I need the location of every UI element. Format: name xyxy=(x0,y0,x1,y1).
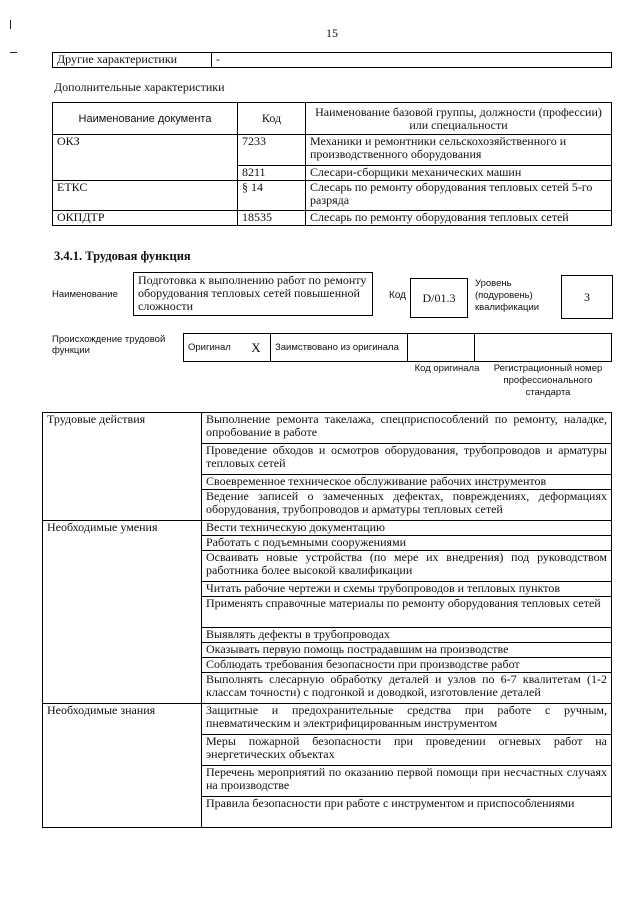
list-item: Выполнять слесарную обработку деталей и узлов по 6-7 квалитетам (1-2 классам точности) с подгонкой и доводкой, изготовление деталей xyxy=(202,673,612,704)
list-item: Вести техническую документацию xyxy=(202,521,612,536)
function-name: Подготовка к выполнению работ по ремонту оборудования тепловых сетей повышенной сложности xyxy=(138,273,367,313)
list-item: Меры пожарной безопасности при проведении огневых работ на энергетических объектах xyxy=(202,735,612,766)
reg-caption: Регистрационный номер профессионального стандарта xyxy=(493,363,603,398)
function-code: D/01.3 xyxy=(422,291,456,305)
other-value: - xyxy=(212,53,612,68)
list-item: Работать с подъемными сооружениями xyxy=(202,536,612,551)
main-table xyxy=(42,412,612,828)
name-label: Наименование xyxy=(52,289,118,300)
original-label: Оригинал xyxy=(184,334,243,362)
additional-table xyxy=(52,102,612,226)
scan-mark xyxy=(10,20,11,29)
other-label: Другие характеристики xyxy=(53,53,212,68)
original-code-cell xyxy=(408,334,475,362)
row-code: 7233 xyxy=(238,135,306,166)
row-name: Слесари-сборщики механических машин xyxy=(306,166,612,181)
other-characteristics-table xyxy=(52,52,612,68)
additional-title: Дополнительные характеристики xyxy=(54,80,225,94)
row-doc: ОКЗ xyxy=(53,135,238,181)
level-box xyxy=(561,275,613,319)
origin-table xyxy=(183,333,612,362)
original-mark: X xyxy=(242,334,271,362)
header-code: Код xyxy=(238,103,306,135)
level-value: 3 xyxy=(584,290,590,304)
function-code-box xyxy=(410,278,468,318)
level-label: Уровень (подуровень) квалификации xyxy=(475,278,540,313)
row-code: 8211 xyxy=(238,166,306,181)
list-item: Выполнение ремонта такелажа, спецприспособлений по ремонту, наладке, опробование в работе xyxy=(202,413,612,444)
scan-mark xyxy=(10,52,17,53)
function-heading: 3.4.1. Трудовая функция xyxy=(54,249,191,263)
section-label: Необходимые знания xyxy=(43,704,202,828)
row-doc: ЕТКС xyxy=(53,181,238,211)
table-row xyxy=(53,181,612,211)
list-item: Ведение записей о замеченных дефектах, повреждениях, деформациях оборудования, трубопроводов и арматуры тепловых сетей xyxy=(202,490,612,521)
row-code: 18535 xyxy=(238,211,306,226)
section-label: Трудовые действия xyxy=(43,413,202,521)
row-code: § 14 xyxy=(238,181,306,211)
row-name: Механики и ремонтники сельскохозяйственного и производственного оборудования xyxy=(306,135,612,166)
list-item: Оказывать первую помощь пострадавшим на производстве xyxy=(202,643,612,658)
section-label: Необходимые умения xyxy=(43,521,202,704)
list-item: Своевременное техническое обслуживание рабочих инструментов xyxy=(202,475,612,490)
header-doc: Наименование документа xyxy=(53,103,238,135)
table-row xyxy=(53,211,612,226)
reg-number-cell xyxy=(475,334,612,362)
page-number: 15 xyxy=(326,26,338,40)
code-caption: Код оригинала xyxy=(414,363,480,374)
list-item: Применять справочные материалы по ремонту оборудования тепловых сетей xyxy=(202,597,612,628)
origin-label: Происхождение трудовой функции xyxy=(52,334,166,356)
row-name: Слесарь по ремонту оборудования тепловых сетей xyxy=(306,211,612,226)
code-label: Код xyxy=(389,290,407,301)
list-item: Защитные и предохранительные средства при работе с ручным, пневматическим и электрифицированным инструментом xyxy=(202,704,612,735)
list-item: Осваивать новые устройства (по мере их внедрения) под руководством работника более высокой квалификации xyxy=(202,551,612,582)
list-item: Правила безопасности при работе с инструментом и приспособлениями xyxy=(202,797,612,828)
table-row xyxy=(53,135,612,166)
list-item: Читать рабочие чертежи и схемы трубопроводов и тепловых пунктов xyxy=(202,582,612,597)
function-name-box xyxy=(133,272,373,316)
list-item: Выявлять дефекты в трубопроводах xyxy=(202,628,612,643)
list-item: Перечень мероприятий по оказанию первой помощи при несчастных случаях на производстве xyxy=(202,766,612,797)
list-item: Соблюдать требования безопасности при производстве работ xyxy=(202,658,612,673)
borrowed-label: Заимствовано из оригинала xyxy=(271,334,408,362)
row-doc: ОКПДТР xyxy=(53,211,238,226)
header-name: Наименование базовой группы, должности (профессии) или специальности xyxy=(306,103,612,135)
list-item: Проведение обходов и осмотров оборудования, трубопроводов и арматуры тепловых сетей xyxy=(202,444,612,475)
row-name: Слесарь по ремонту оборудования тепловых сетей 5-го разряда xyxy=(306,181,612,211)
